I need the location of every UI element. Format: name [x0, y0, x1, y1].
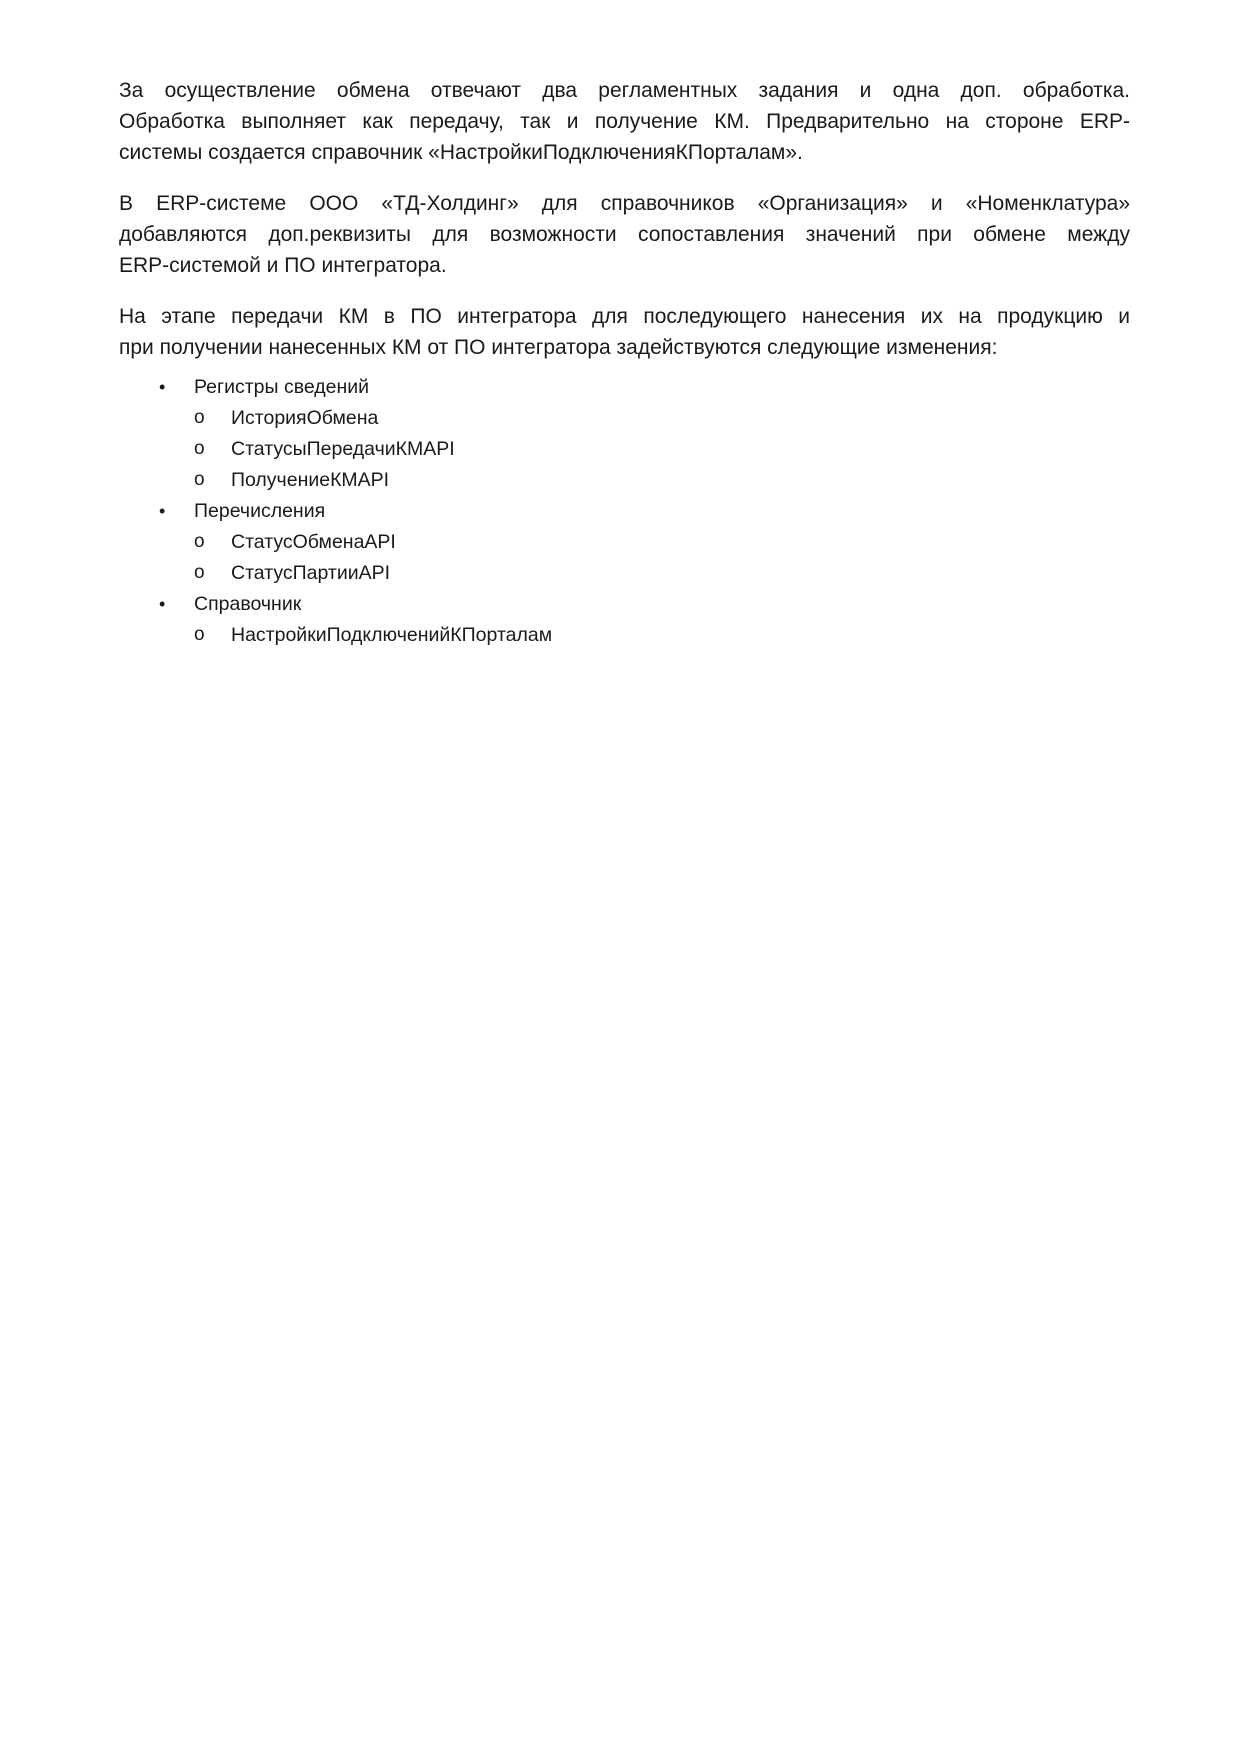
sub-list-item-label: СтатусПартииAPI [231, 562, 391, 584]
sub-list-item-label: ПолучениеКМAPI [231, 469, 390, 491]
sub-list-item-label: СтатусыПередачиКМAPI [231, 438, 455, 460]
sub-list-item [119, 434, 1130, 465]
paragraph-line: системы создается справочник «НастройкиПодключенияКПорталам». [119, 141, 803, 164]
sub-list-item [119, 558, 1130, 589]
paragraph-changes-intro [119, 301, 1130, 363]
sub-list-item [119, 465, 1130, 496]
list-item-label: Регистры сведений [194, 376, 370, 398]
sub-list-item [119, 527, 1130, 558]
paragraph-line: добавляются доп.реквизиты для возможности сопоставления значений при обмене между [119, 223, 1130, 246]
sub-list-item-label: СтатусОбменаAPI [231, 531, 396, 553]
paragraph-line: ERP-системой и ПО интегратора. [119, 254, 447, 277]
sub-list-item [119, 403, 1130, 434]
sub-list-item-label: ИсторияОбмена [231, 407, 379, 429]
list-item [119, 496, 1130, 527]
paragraph-line: На этапе передачи КМ в ПО интегратора для последующего нанесения их на продукцию и [119, 305, 1130, 328]
bullet-icon: • [159, 501, 166, 521]
paragraph-erp-attributes [119, 188, 1130, 281]
paragraph-line: За осуществление обмена отвечают два регламентных задания и одна доп. обработка. [119, 79, 1130, 102]
list-item [119, 589, 1130, 620]
list-item-label: Справочник [194, 593, 302, 615]
list-item [119, 372, 1130, 403]
changes-list [119, 372, 1130, 651]
paragraph-line: Обработка выполняет как передачу, так и получение КМ. Предварительно на стороне ERP- [119, 110, 1130, 133]
paragraph-line: В ERP-системе ООО «ТД-Холдинг» для справочников «Организация» и «Номенклатура» [119, 192, 1130, 215]
paragraph-exchange-tasks [119, 75, 1130, 168]
circle-bullet-icon: o [194, 531, 205, 552]
paragraph-line: при получении нанесенных КМ от ПО интегратора задействуются следующие изменения: [119, 336, 998, 359]
circle-bullet-icon: o [194, 624, 205, 645]
list-item-label: Перечисления [194, 500, 326, 522]
circle-bullet-icon: o [194, 438, 205, 459]
document-body [119, 75, 1130, 651]
bullet-icon: • [159, 377, 166, 397]
circle-bullet-icon: o [194, 407, 205, 428]
circle-bullet-icon: o [194, 562, 205, 583]
sub-list-item-label: НастройкиПодключенийКПорталам [231, 624, 553, 646]
circle-bullet-icon: o [194, 469, 205, 490]
bullet-icon: • [159, 594, 166, 614]
sub-list-item [119, 620, 1130, 651]
